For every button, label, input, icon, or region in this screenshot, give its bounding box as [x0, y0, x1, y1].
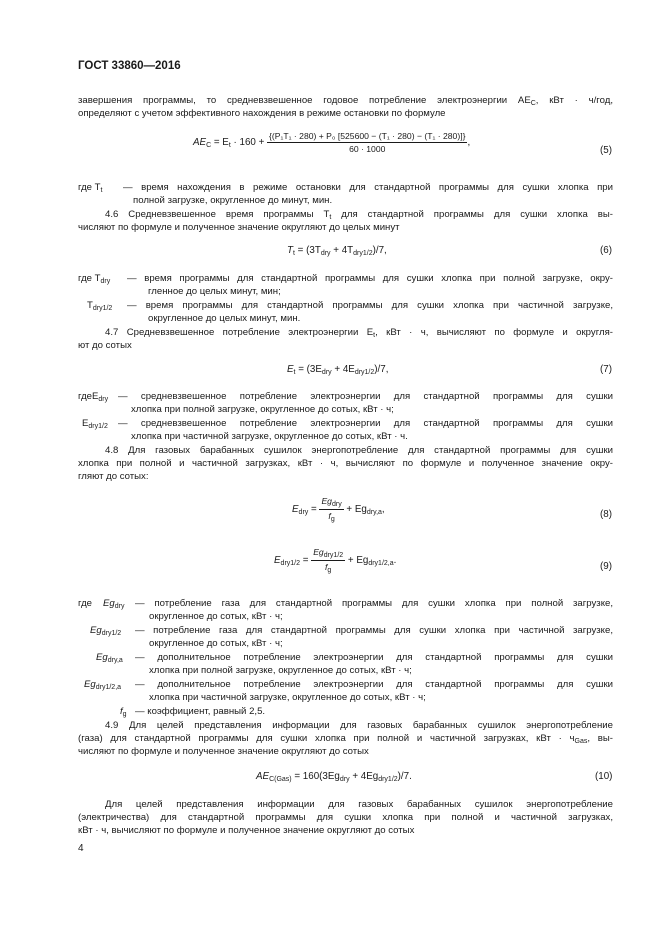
section-4-6-line-1: 4.6 Средневзвешенное время программы $T_t$ для стандартной программы для сушки хлопка вы-	[105, 209, 613, 221]
formula-5-numerator: {(P₁T₁ · 280) + P₀ [525600 − (T₁ · 280) − (T₁ · 280)]}	[269, 131, 466, 141]
section-4-8-line-2: хлопка при полной и частичной загрузках, кВт · ч, вычисляют по формуле и полученное значение окру-	[78, 458, 613, 469]
def-tt-symbol: где $T_t$	[78, 182, 103, 194]
formula-8: $E_{dry}$ = $\frac{Eg_{dry}}{f_g}$ + $Eg_{dry,a}$,	[292, 496, 385, 523]
section-4-9-line-3: числяют по формуле и полученное значение округляют до сотых	[78, 746, 369, 757]
def-edry12-symbol: $E_{dry1/2}$	[82, 418, 108, 430]
formula-7: $E_t = (3E_{dry} + 4E_{dry1/2})/7$,	[287, 364, 389, 376]
def-egdry-symbol: $Eg_{dry}$	[103, 598, 125, 610]
def-edry12-line-1: — средневзвешенное потребление электроэнергии для стандартной программы для сушки	[118, 418, 613, 429]
def-egdry12a-line-1: — дополнительное потребление электроэнергии для стандартной программы для сушки	[135, 679, 613, 690]
formula-9-number: (9)	[600, 561, 612, 572]
def-egdrya-line-1: — дополнительное потребление электроэнергии для стандартной программы для сушки	[135, 652, 613, 663]
section-4-8-line-3: гляют до сотых:	[78, 471, 149, 482]
def-egdry-prefix: где	[78, 598, 93, 609]
def-egdry-line-2: округленное до сотых, кВт · ч;	[149, 611, 283, 622]
def-edry12-line-2: хлопка при частичной загрузке, округленное до сотых, кВт · ч.	[131, 431, 408, 442]
final-paragraph-line-2: (электричества) для стандартной программы для сушки хлопка при полной и частичной загрузках,	[78, 812, 613, 823]
final-paragraph-line-3: кВт · ч, вычисляют по формуле и полученное значение округляют до сотых	[78, 825, 415, 836]
def-egdry12-line-1: — потребление газа для стандартной программы для сушки хлопка при частичной загрузке,	[135, 625, 613, 636]
formula-9: $E_{dry1/2}$ = $\frac{Eg_{dry1/2}}{f_g}$ + $Eg_{dry1/2,a}$.	[274, 547, 397, 574]
def-tdry12-line-2: округленное до целых минут, мин.	[148, 313, 301, 324]
def-tdry-line-2: гленное до целых минут, мин;	[148, 286, 281, 297]
def-tdry12-line-1: — время программы для стандартной программы для сушки хлопка при частичной загрузке,	[127, 300, 613, 311]
section-4-9-line-2: (газа) для стандартной программы для сушки хлопка при полной и частичной загрузках, кВт · $ч_{Gas}$, вы-	[78, 733, 613, 745]
def-tdry12-symbol: $T_{dry1/2}$	[87, 300, 113, 312]
def-fg-line-1: — коэффициент, равный 2,5.	[135, 706, 266, 717]
def-egdry12-symbol: $Eg_{dry1/2}$	[90, 625, 122, 637]
formula-10: $AE_{C(Gas)} = 160(3Eg_{dry} + 4Eg_{dry1/2})/7$.	[256, 771, 412, 783]
def-fg-symbol: $f_g$	[120, 706, 127, 718]
formula-8-number: (8)	[600, 509, 612, 520]
formula-6: $T_t = (3T_{dry} + 4T_{dry1/2})/7$,	[287, 245, 387, 257]
def-tdry-symbol: где $T_{dry}$	[78, 273, 111, 285]
def-egdry12a-symbol: $Eg_{dry1/2,a}$	[84, 679, 122, 691]
def-tt-line-1: — время нахождения в режиме остановки для стандартной программы для сушки хлопка при	[123, 182, 613, 193]
def-tt-line-2: полной загрузке, округленное до минут, мин.	[133, 195, 333, 206]
def-egdrya-line-2: хлопка при полной загрузке, округленное до сотых, кВт · ч;	[149, 665, 412, 676]
def-egdrya-symbol: $Eg_{dry,a}$	[96, 652, 123, 664]
def-egdry12-line-2: округленное до сотых, кВт · ч;	[149, 638, 283, 649]
section-4-8-line-1: 4.8 Для газовых барабанных сушилок энергопотребление для стандартной программы для сушки	[105, 445, 613, 456]
def-egdry12a-line-2: хлопка при частичной загрузке, округленное до сотых, кВт · ч;	[149, 692, 426, 703]
formula-10-number: (10)	[595, 771, 613, 782]
def-tdry-line-1: — время программы для стандартной программы для сушки хлопка при полной загрузке, окру-	[127, 273, 613, 284]
section-4-7-line-1: 4.7 Средневзвешенное потребление электроэнергии $E_t$, кВт · ч, вычисляют по формуле и округля-	[105, 327, 613, 339]
formula-6-number: (6)	[600, 245, 612, 256]
formula-5-denominator: 60 · 1000	[349, 144, 386, 154]
section-4-9-line-1: 4.9 Для целей представления информации для газовых барабанных сушилок энергопотребление	[105, 720, 613, 731]
document-standard-header: ГОСТ 33860—2016	[78, 60, 181, 72]
def-egdry-line-1: — потребление газа для стандартной программы для сушки хлопка при полной загрузке,	[135, 598, 613, 609]
formula-5: $AE_C = E_t \cdot 160$ + $\frac{\text{\{(P₁T₁ · 280) + P₀ [525600 − (T₁ · 280) − (T₁ · 280)]\}}}{60 \cdot 1000}$ ,	[193, 131, 471, 154]
page-number: 4	[78, 843, 84, 854]
formula-5-number: (5)	[600, 145, 612, 156]
intro-line-1: завершения программы, то средневзвешенное годовое потребление электроэнергии $AE_C$, кВт · ч/год,	[78, 95, 613, 107]
section-4-7-line-2: ют до сотых	[78, 340, 132, 351]
final-paragraph-line-1: Для целей представления информации для газовых барабанных сушилок энергопотребление	[105, 799, 613, 810]
formula-7-number: (7)	[600, 364, 612, 375]
def-edry-line-2: хлопка при полной загрузке, округленное до сотых, кВт · ч;	[131, 404, 394, 415]
intro-line-2: определяют с учетом эффективного нахождения в режиме остановки по формуле	[78, 108, 446, 119]
def-edry-line-1: — средневзвешенное потребление электроэнергии для стандартной программы для сушки	[118, 391, 613, 402]
def-edry-symbol: гдеE$_{dry}$	[78, 391, 109, 403]
section-4-6-line-2: числяют по формуле и полученное значение округляют до целых минут	[78, 222, 400, 233]
